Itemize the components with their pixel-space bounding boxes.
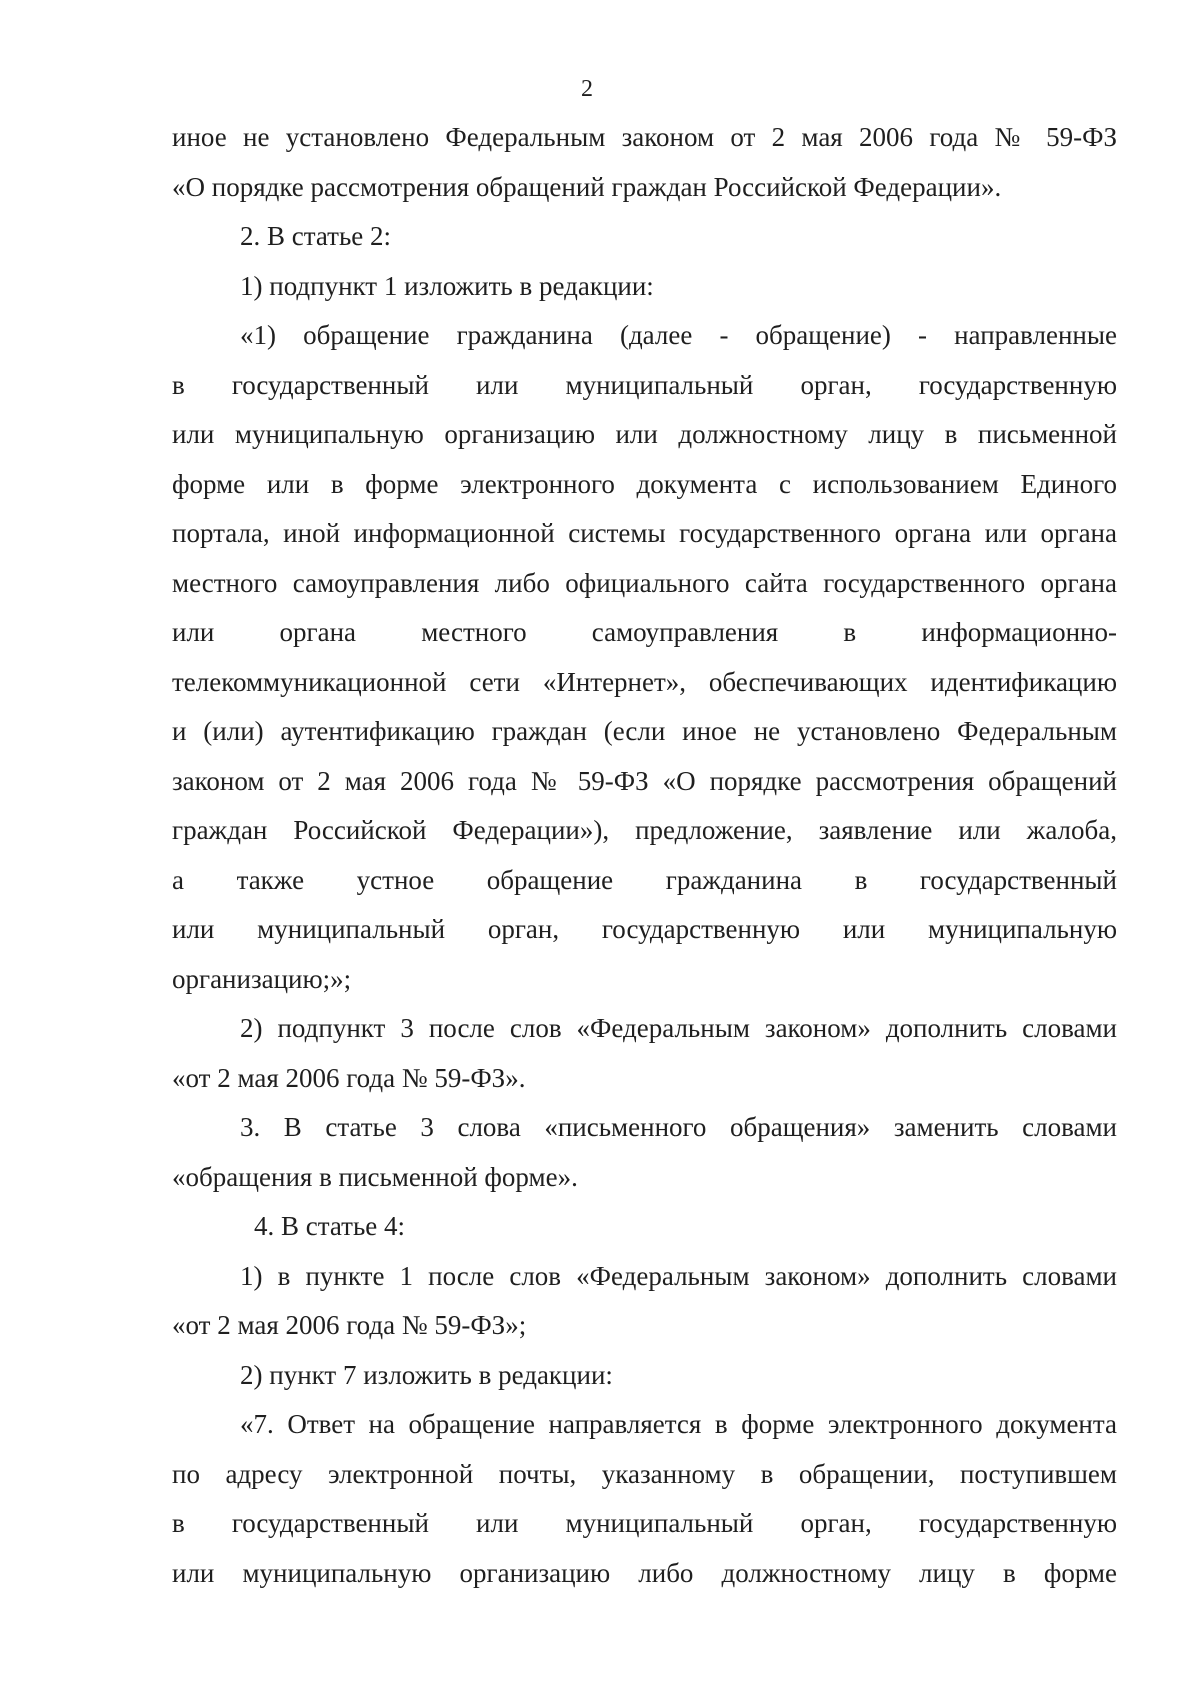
text-line: «7. Ответ на обращение направляется в форме электронного документа [240, 1409, 1117, 1439]
text-line: 2) пункт 7 изложить в редакции: [240, 1359, 613, 1390]
text-line: в государственный или муниципальный орган, государственную [172, 1508, 1117, 1538]
text-line: 3. В статье 3 слова «письменного обращения» заменить словами [240, 1112, 1117, 1142]
text-line: 4. В статье 4: [254, 1211, 406, 1241]
text-line: организацию;»; [172, 963, 352, 994]
text-line: 2) подпункт 3 после слов «Федеральным законом» дополнить словами [240, 1013, 1117, 1043]
text-line: или муниципальный орган, государственную или муниципальную [172, 914, 1117, 944]
text-line: форме или в форме электронного документа с использованием Единого [172, 468, 1117, 499]
page-number: 2 [581, 76, 593, 102]
text-line: телекоммуникационной сети «Интернет», обеспечивающих идентификацию [172, 666, 1117, 697]
text-line: «1) обращение гражданина (далее - обращение) - направленные [240, 320, 1117, 350]
text-line: или органа местного самоуправления в информационно- [172, 617, 1117, 647]
text-line: граждан Российской Федерации»), предложение, заявление или жалоба, [172, 815, 1117, 845]
text-line: законом от 2 мая 2006 года № 59-ФЗ «О порядке рассмотрения обращений [172, 765, 1117, 796]
text-line: иное не установлено Федеральным законом от 2 мая 2006 года № 59-ФЗ [172, 122, 1117, 152]
text-line: или муниципальную организацию или должностному лицу в письменной [172, 419, 1117, 449]
text-line: по адресу электронной почты, указанному в обращении, поступившем [172, 1458, 1117, 1489]
text-line: 1) подпункт 1 изложить в редакции: [240, 270, 654, 301]
text-line: местного самоуправления либо официального сайта государственного органа [172, 567, 1117, 598]
text-line: или муниципальную организацию либо должностному лицу в форме [172, 1557, 1117, 1588]
text-line: портала, иной информационной системы государственного органа или органа [172, 518, 1117, 548]
text-line: «от 2 мая 2006 года № 59-ФЗ». [172, 1062, 526, 1093]
text-line: 1) в пункте 1 после слов «Федеральным законом» дополнить словами [240, 1260, 1117, 1291]
text-line: 2. В статье 2: [240, 221, 392, 251]
document-body [172, 113, 1117, 1598]
text-line: и (или) аутентификацию граждан (если иное не установлено Федеральным [172, 716, 1117, 746]
text-line: «от 2 мая 2006 года № 59-ФЗ»; [172, 1310, 527, 1340]
text-line: в государственный или муниципальный орган, государственную [172, 369, 1117, 400]
text-line: «обращения в письменной форме». [172, 1161, 578, 1192]
text-line: а также устное обращение гражданина в государственный [172, 864, 1117, 895]
text-line: «О порядке рассмотрения обращений граждан Российской Федерации». [172, 171, 1002, 202]
